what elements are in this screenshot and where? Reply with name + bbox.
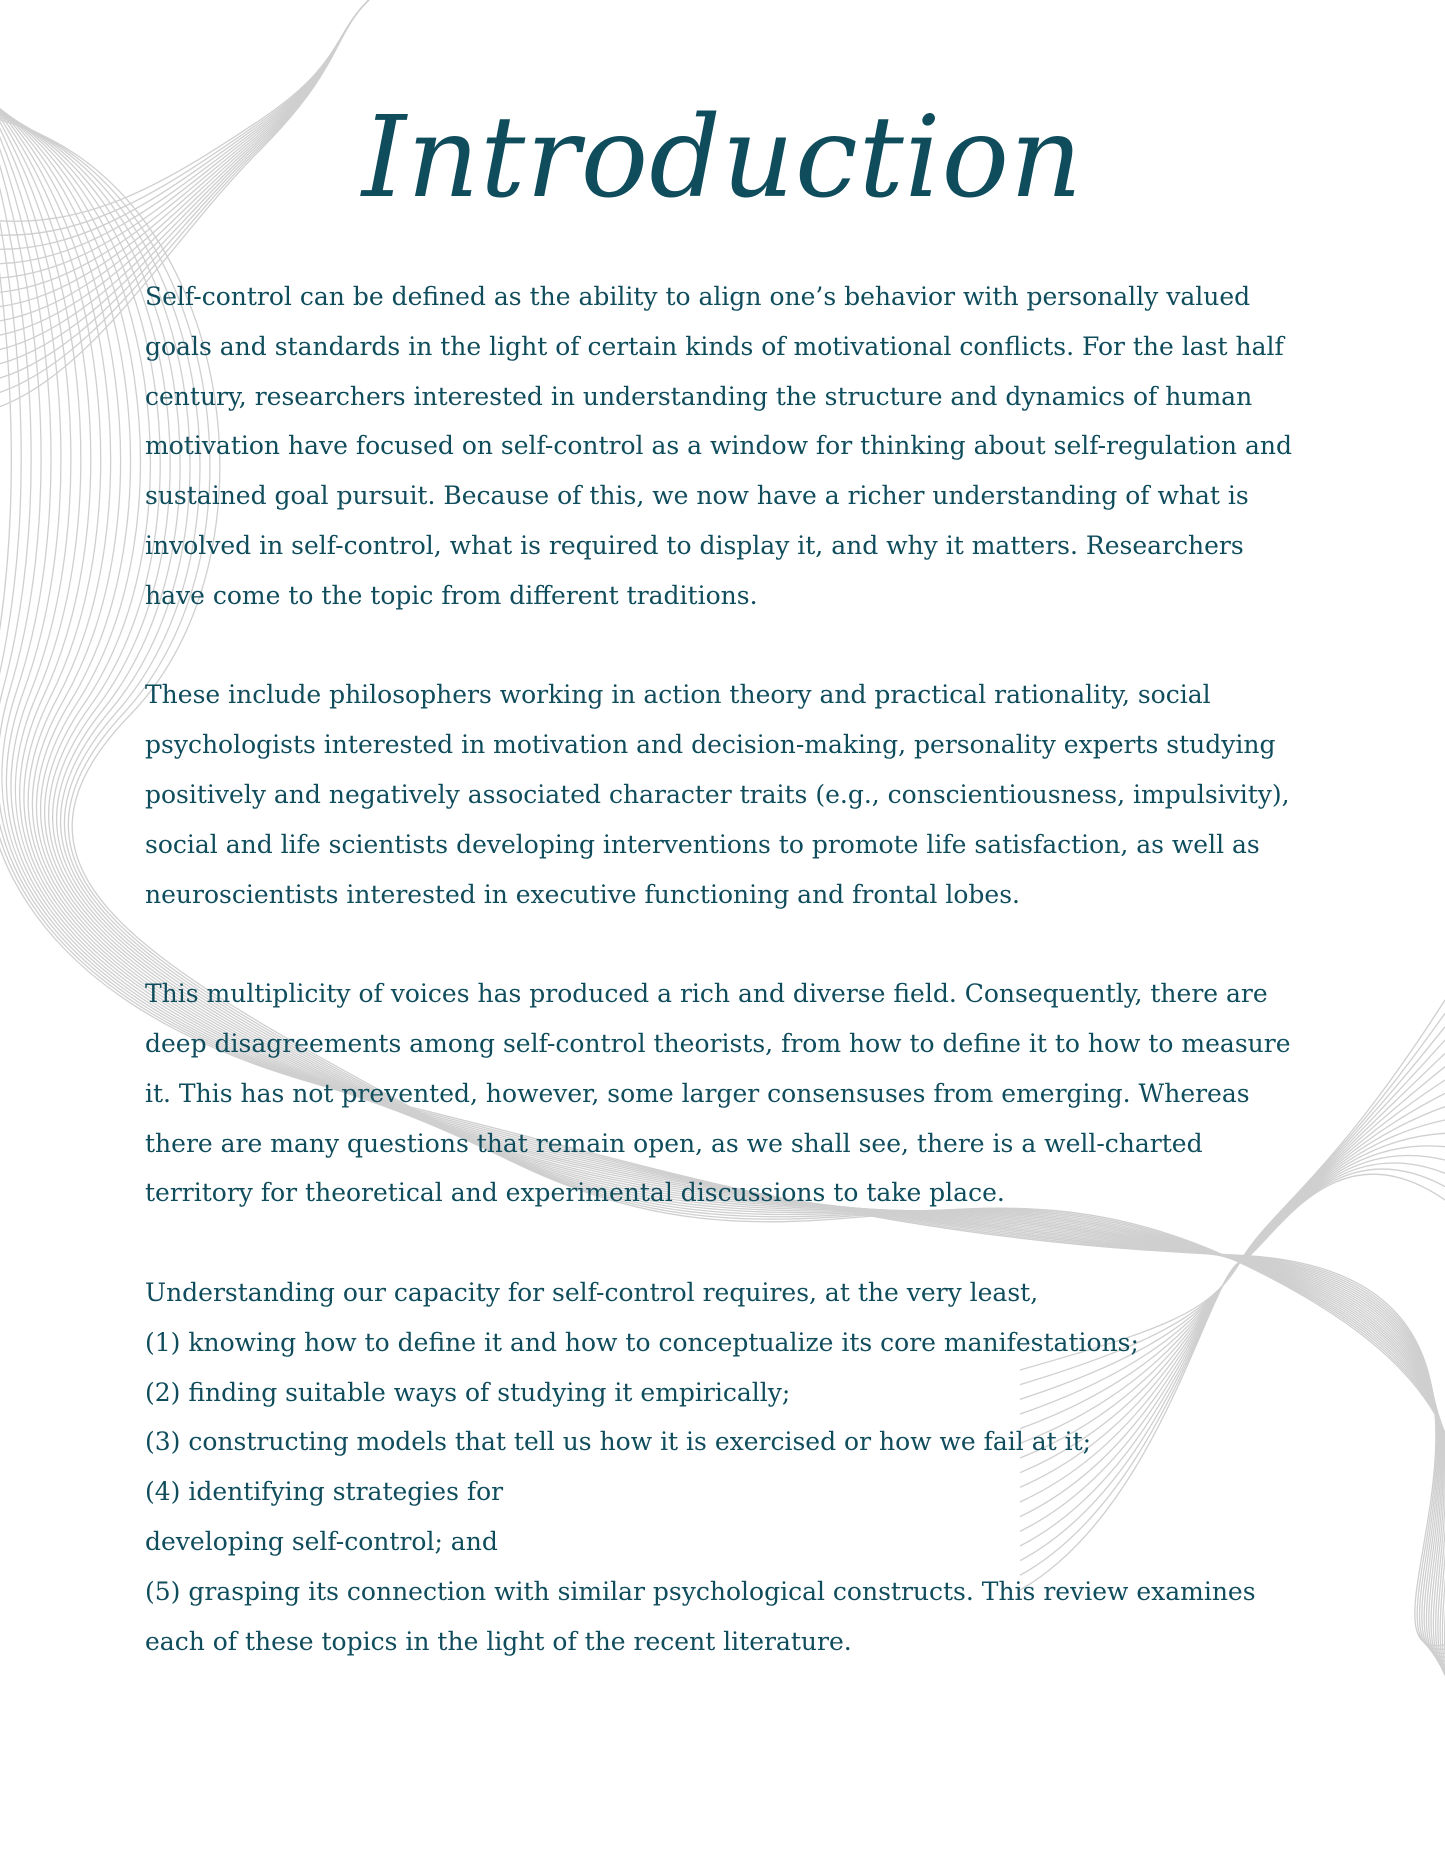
paragraph-line: sustained goal pursuit. Because of this, we now have a richer understanding of what is bbox=[145, 481, 1249, 511]
paragraph-line: involved in self-control, what is required to display it, and why it matters. Researchers bbox=[145, 530, 1244, 560]
paragraph-line: each of these topics in the light of the recent literature. bbox=[145, 1626, 852, 1656]
paragraph-line: neuroscientists interested in executive functioning and frontal lobes. bbox=[145, 879, 1020, 909]
body-text bbox=[145, 272, 1315, 1716]
paragraph-line: social and life scientists developing interventions to promote life satisfaction, as well as bbox=[145, 829, 1260, 859]
paragraph-line: territory for theoretical and experimental discussions to take place. bbox=[145, 1178, 1005, 1208]
page-title: Introduction bbox=[361, 93, 1084, 223]
list-item: (2) finding suitable ways of studying it empirically; bbox=[145, 1377, 791, 1407]
list-item: (1) knowing how to define it and how to conceptualize its core manifestations; bbox=[145, 1327, 1139, 1357]
paragraph-line: psychologists interested in motivation and decision-making, personality experts studying bbox=[145, 730, 1276, 760]
paragraph-line: Understanding our capacity for self-control requires, at the very least, bbox=[145, 1277, 1039, 1307]
list-item: (5) grasping its connection with similar psychological constructs. This review examines bbox=[145, 1576, 1256, 1606]
paragraph-2 bbox=[145, 670, 1315, 919]
paragraph-line: positively and negatively associated character traits (e.g., conscientiousness, impulsivity), bbox=[145, 779, 1290, 809]
list-item: (4) identifying strategies for bbox=[145, 1477, 504, 1507]
paragraph-line: motivation have focused on self-control as a window for thinking about self-regulation and bbox=[145, 431, 1292, 461]
paragraph-line: have come to the topic from different traditions. bbox=[145, 580, 758, 610]
paragraph-3 bbox=[145, 969, 1315, 1218]
paragraph-line: there are many questions that remain open, as we shall see, there is a well-charted bbox=[145, 1128, 1203, 1158]
paragraph-line: This multiplicity of voices has produced a rich and diverse field. Consequently, there are bbox=[145, 979, 1268, 1009]
paragraph-line: deep disagreements among self-control theorists, from how to define it to how to measure bbox=[145, 1028, 1291, 1058]
list-item: (3) constructing models that tell us how it is exercised or how we fail at it; bbox=[145, 1427, 1092, 1457]
paragraph-4 bbox=[145, 1268, 1315, 1666]
paragraph-line: Self-control can be defined as the ability to align one’s behavior with personally valued bbox=[145, 282, 1251, 311]
paragraph-line: it. This has not prevented, however, some larger consensuses from emerging. Whereas bbox=[145, 1078, 1250, 1108]
paragraph-line: These include philosophers working in action theory and practical rationality, social bbox=[145, 680, 1211, 710]
paragraph-line: century, researchers interested in understanding the structure and dynamics of human bbox=[145, 381, 1253, 411]
paragraph-line: goals and standards in the light of certain kinds of motivational conflicts. For the last half bbox=[145, 331, 1284, 361]
paragraph-1 bbox=[145, 272, 1315, 621]
list-item: developing self-control; and bbox=[145, 1526, 498, 1556]
